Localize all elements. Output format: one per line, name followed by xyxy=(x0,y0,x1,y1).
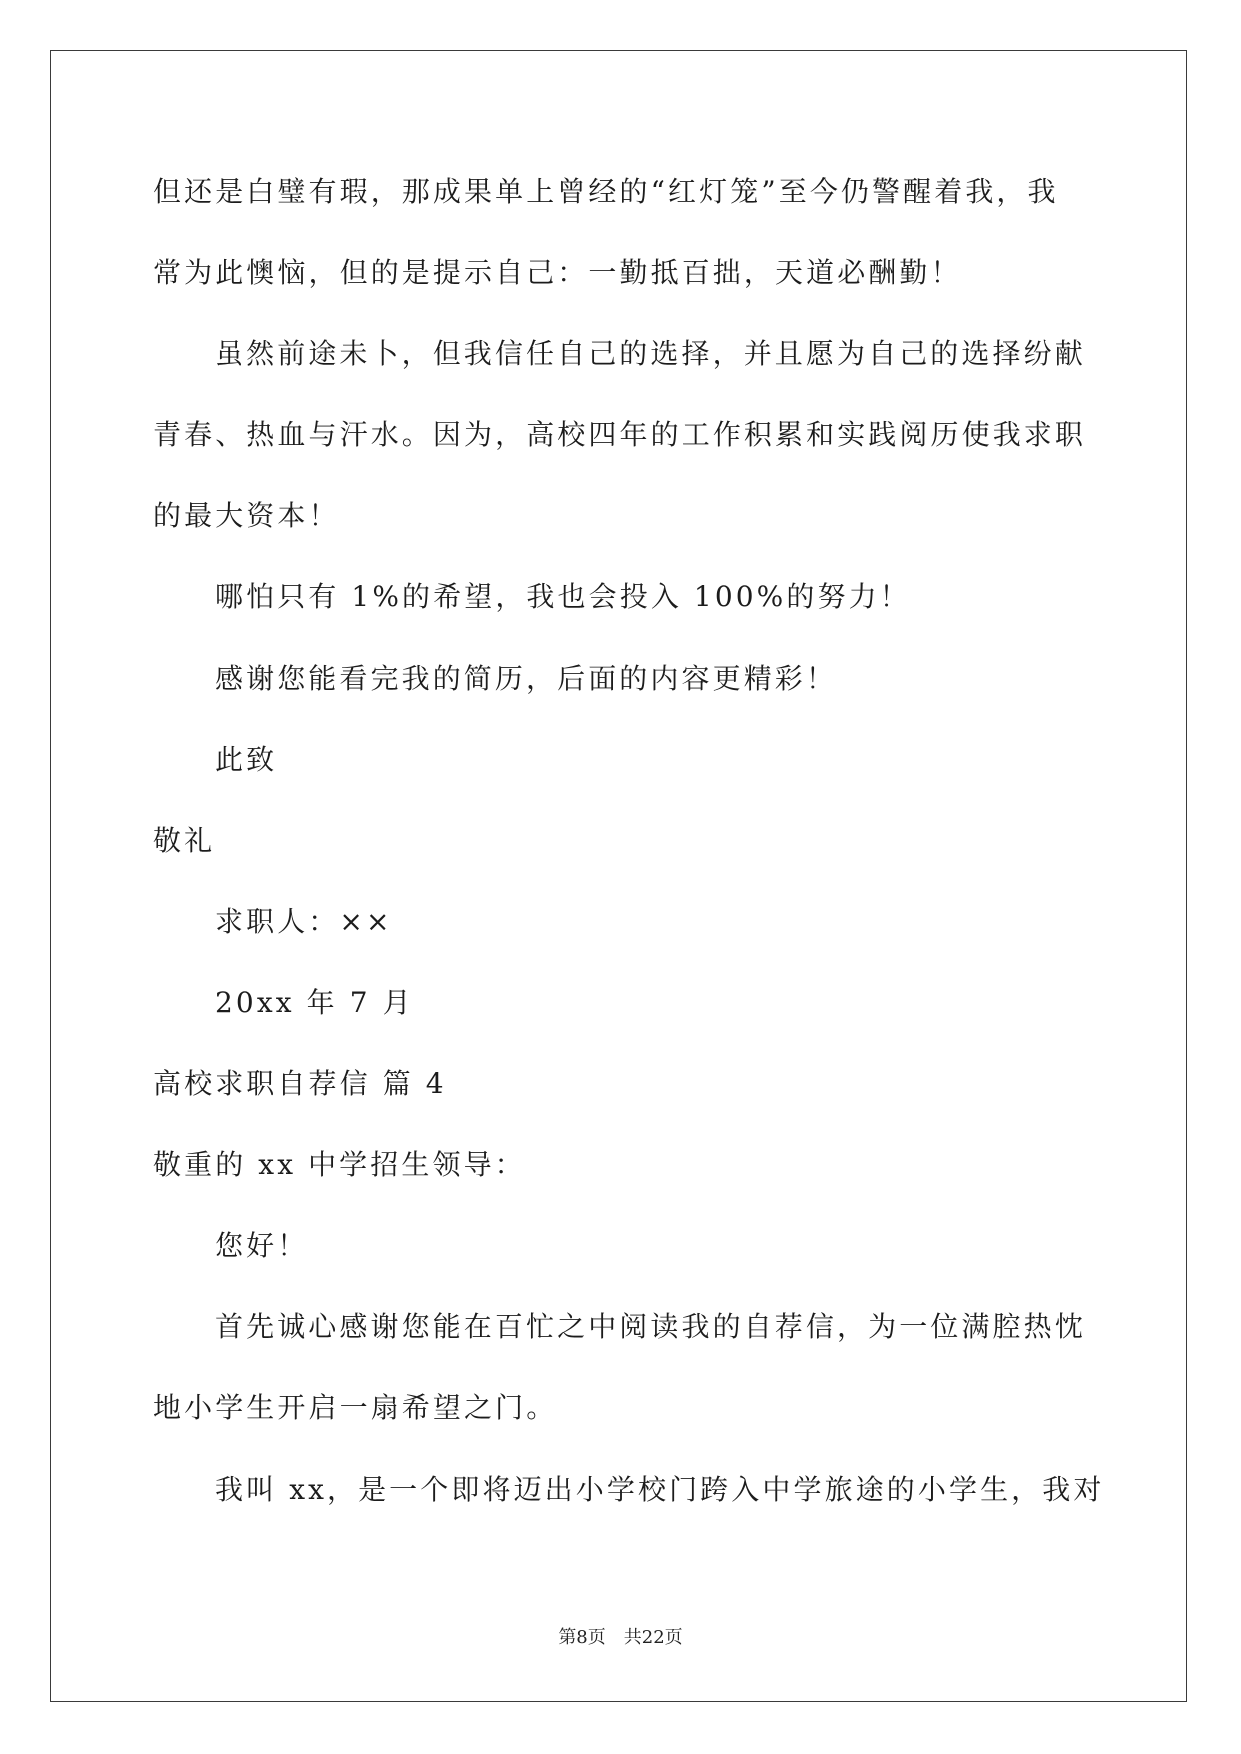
letter-greeting: 您好！ xyxy=(215,1229,309,1263)
closing-phrase: 此致 xyxy=(215,742,278,776)
salutation-closing: 敬礼 xyxy=(153,823,216,857)
letter-greeting-recipient: 敬重的 xx 中学招生领导： xyxy=(153,1148,526,1182)
paragraph-line: 虽然前途未卜，但我信任自己的选择，并且愿为自己的选择纷献 xyxy=(215,337,1086,371)
paragraph-line: 地小学生开启一扇希望之门。 xyxy=(153,1391,558,1425)
document-body xyxy=(153,151,1113,1530)
paragraph-line: 青春、热血与汗水。因为，高校四年的工作积累和实践阅历使我求职 xyxy=(153,418,1087,452)
paragraph-line: 哪怕只有 1%的希望，我也会投入 100%的努力！ xyxy=(215,580,911,614)
section-title: 高校求职自荐信 篇 4 xyxy=(153,1067,447,1101)
paragraph-line: 的最大资本！ xyxy=(153,499,340,533)
paragraph-line: 首先诚心感谢您能在百忙之中阅读我的自荐信，为一位满腔热忱 xyxy=(215,1310,1086,1344)
date-line: 20xx 年 7 月 xyxy=(215,985,414,1019)
paragraph-line: 常为此懊恼，但的是提示自己：一勤抵百拙，天道必酬勤！ xyxy=(153,256,962,290)
paragraph-line: 感谢您能看完我的简历，后面的内容更精彩！ xyxy=(215,661,838,695)
signature-line: 求职人：×× xyxy=(215,904,393,938)
page-number-footer: 第8页 共22页 xyxy=(558,1627,683,1648)
paragraph-line: 我叫 xx，是一个即将迈出小学校门跨入中学旅途的小学生，我对 xyxy=(215,1472,1105,1506)
paragraph-line: 但还是白璧有瑕，那成果单上曾经的“红灯笼”至今仍警醒着我，我 xyxy=(153,175,1059,208)
